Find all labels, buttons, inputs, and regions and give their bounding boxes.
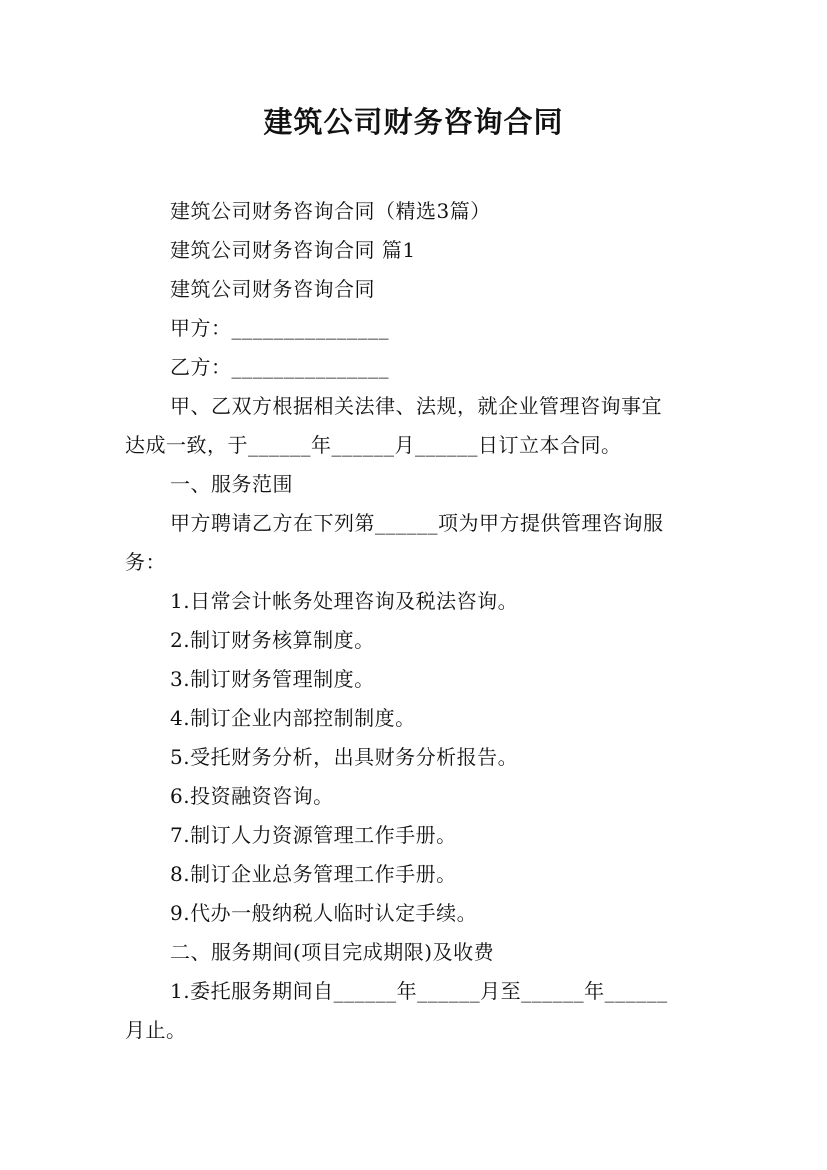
list-item: 7.制订人力资源管理工作手册。 bbox=[170, 823, 457, 847]
list-item: 2.制订财务核算制度。 bbox=[170, 628, 375, 652]
list-item: 5.受托财务分析，出具财务分析报告。 bbox=[170, 745, 519, 769]
document-title: 建筑公司财务咨询合同 bbox=[263, 105, 564, 139]
contract-name-line: 建筑公司财务咨询合同 bbox=[170, 277, 375, 301]
paragraph-line: 务： bbox=[125, 550, 166, 574]
paragraph-line: 达成一致，于______年______月______日订立本合同。 bbox=[125, 433, 622, 457]
clause-heading: 二、服务期间(项目完成期限)及收费 bbox=[170, 940, 495, 964]
list-item: 9.代办一般纳税人临时认定手续。 bbox=[170, 901, 478, 925]
paragraph-line: 月止。 bbox=[125, 1018, 187, 1042]
party-a-line: 甲方：_______________ bbox=[170, 316, 389, 340]
list-item: 8.制订企业总务管理工作手册。 bbox=[170, 862, 457, 886]
paragraph-line: 甲方聘请乙方在下列第______项为甲方提供管理咨询服 bbox=[170, 511, 664, 535]
paragraph-line: 甲、乙双方根据相关法律、法规，就企业管理咨询事宜 bbox=[170, 394, 662, 418]
list-item: 6.投资融资咨询。 bbox=[170, 784, 334, 808]
list-item: 1.日常会计帐务处理咨询及税法咨询。 bbox=[170, 589, 519, 613]
section-heading-line: 建筑公司财务咨询合同 篇1 bbox=[170, 238, 416, 262]
subtitle-line: 建筑公司财务咨询合同（精选3篇） bbox=[170, 199, 491, 223]
list-item: 3.制订财务管理制度。 bbox=[170, 667, 375, 691]
party-b-line: 乙方：_______________ bbox=[170, 355, 389, 379]
clause-heading: 一、服务范围 bbox=[170, 472, 293, 496]
list-item: 1.委托服务期间自______年______月至______年______ bbox=[170, 979, 668, 1003]
list-item: 4.制订企业内部控制制度。 bbox=[170, 706, 416, 730]
